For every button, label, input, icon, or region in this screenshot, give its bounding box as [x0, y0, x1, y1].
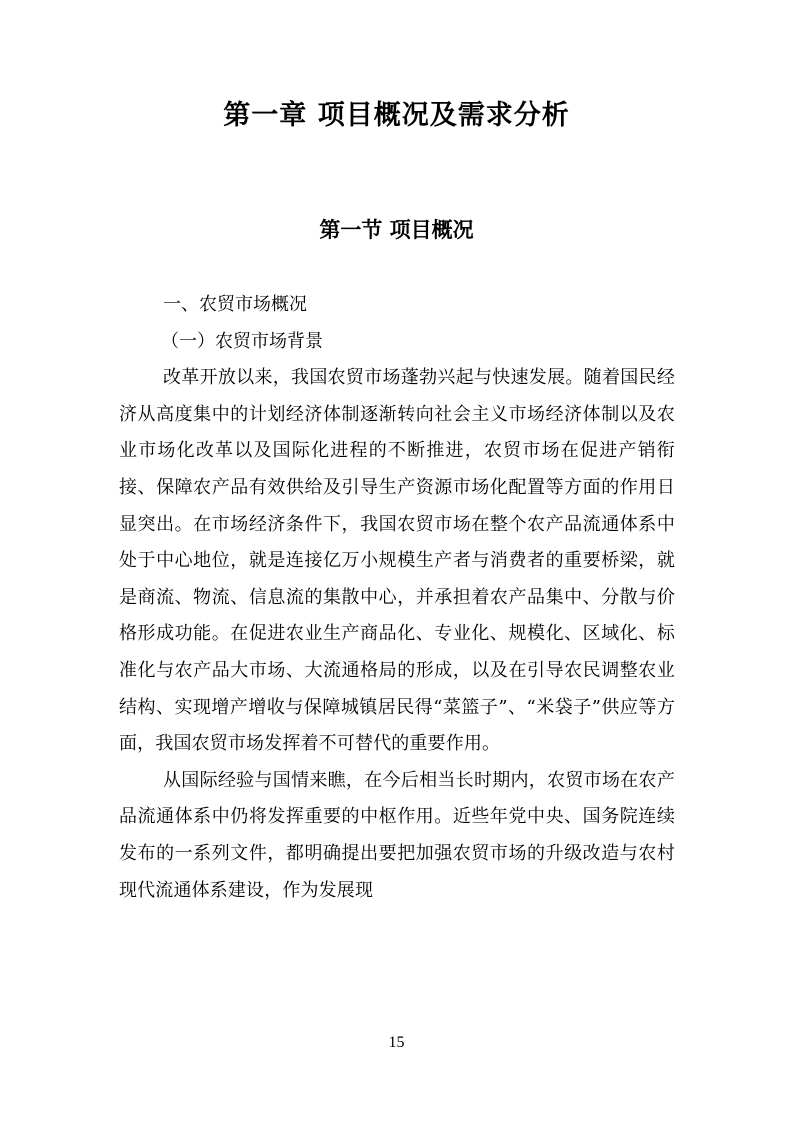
body-text [119, 287, 675, 909]
paragraph: 从国际经验与国情来瞧，在今后相当长时期内，农贸市场在农产品流通体系中仍将发挥重要的中枢作用。近些年党中央、国务院连续发布的一系列文件，都明确提出要把加强农贸市场的升级改造与农村现代流通体系建设，作为发展现 [119, 769, 675, 901]
heading-level1: 一、农贸市场概况 [163, 294, 307, 315]
chapter-title: 第一章 项目概况及需求分析 [223, 100, 570, 131]
page-number: 15 [388, 1034, 405, 1051]
heading-level2: （一）农贸市场背景 [161, 330, 323, 352]
section-title: 第一节 项目概况 [319, 218, 474, 242]
paragraph: 改革开放以来，我国农贸市场蓬勃兴起与快速发展。随着国民经济从高度集中的计划经济体制逐渐转向社会主义市场经济体制以及农业市场化改革以及国际化进程的不断推进，农贸市场在促进产销衔接、保障农产品有效供给及引导生产资源市场化配置等方面的作用日显突出。在市场经济条件下，我国农贸市场在整个农产品流通体系中处于中心地位，就是连接亿万小规模生产者与消费者的重要桥梁，就是商流、物流、信息流的集散中心，并承担着农产品集中、分散与价格形成功能。在促进农业生产商品化、专业化、规模化、区域化、标准化与农产品大市场、大流通格局的形成，以及在引导农民调整农业结构、实现增产增收与保障城镇居民得“菜篮子”、“米袋子”供应等方面，我国农贸市场发挥着不可替代的重要作用。 [119, 367, 675, 755]
